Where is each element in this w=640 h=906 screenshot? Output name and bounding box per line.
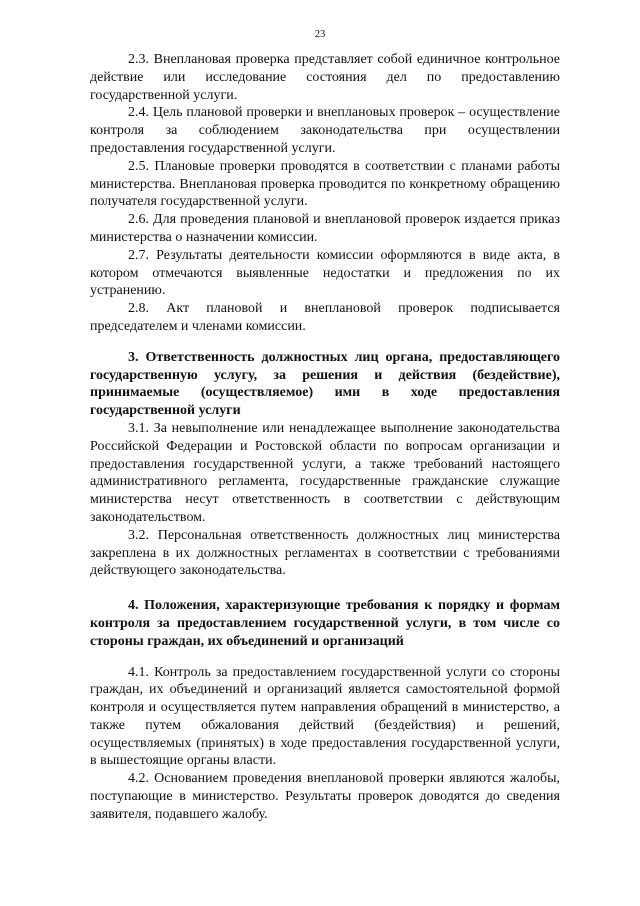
- section-spacer: [90, 336, 560, 349]
- paragraph-3-1: 3.1. За невыполнение или ненадлежащее выполнение законодательства Российской Федерации и Ростовской области по вопросам организации и предоставления государственной услуги, а также требований настоящего административного регламента, государственные гражданские служащие министерства несут ответственность в соответствии с действующим законодательством.: [90, 420, 560, 525]
- paragraph-3-2: 3.2. Персональная ответственность должностных лиц министерства закреплена в их должностных регламентах в соответствии с требованиями действующего законодательства.: [90, 527, 560, 579]
- paragraph-2-5: 2.5. Плановые проверки проводятся в соответствии с планами работы министерства. Внеплановая проверка проводится по конкретному обращению получателя государственной услуги.: [90, 158, 560, 210]
- page-number: 23: [314, 29, 326, 40]
- section-4-heading: 4. Положения, характеризующие требования к порядку и формам контроля за предоставлением государственной услуги, в том числе со стороны граждан, их объединений и организаций: [90, 598, 560, 649]
- section-spacer: [90, 580, 560, 597]
- paragraph-2-3: 2.3. Внеплановая проверка представляет собой единичное контрольное действие или исследование состояния дел по предоставлению государственной услуги.: [90, 52, 560, 103]
- paragraph-2-7: 2.7. Результаты деятельности комиссии оформляются в виде акта, в котором отмечаются выявленные недостатки и предложения по их устранению.: [90, 247, 560, 299]
- section-3-heading: 3. Ответственность должностных лиц органа, предоставляющего государственную услугу, за решения и действия (бездействие), принимаемые (осуществляемое) ими в ходе предоставления государственной услуги: [90, 349, 560, 419]
- paragraph-2-4: 2.4. Цель плановой проверки и внеплановых проверок – осуществление контроля за соблюдением законодательства при осуществлении предоставления государственной услуги.: [90, 105, 560, 156]
- paragraph-2-6: 2.6. Для проведения плановой и внеплановой проверок издается приказ министерства о назначении комиссии.: [90, 212, 560, 245]
- section-spacer: [90, 651, 560, 664]
- document-body: [90, 51, 560, 824]
- paragraph-4-2: 4.2. Основанием проведения внеплановой проверки являются жалобы, поступающие в министерство. Результаты проверок доводятся до сведения заявителя, подавшего жалобу.: [90, 771, 560, 822]
- paragraph-4-1: 4.1. Контроль за предоставлением государственной услуги со стороны граждан, их объединений и организаций является самостоятельной формой контроля и осуществляется путем направления обращений в министерство, а также путем обжалования действий (бездействия) и решений, осуществляемых (принятых) в ходе предоставления государственной услуги, в вышестоящие органы власти.: [90, 664, 560, 769]
- paragraph-2-8: 2.8. Акт плановой и внеплановой проверок подписывается председателем и членами комиссии.: [90, 301, 560, 334]
